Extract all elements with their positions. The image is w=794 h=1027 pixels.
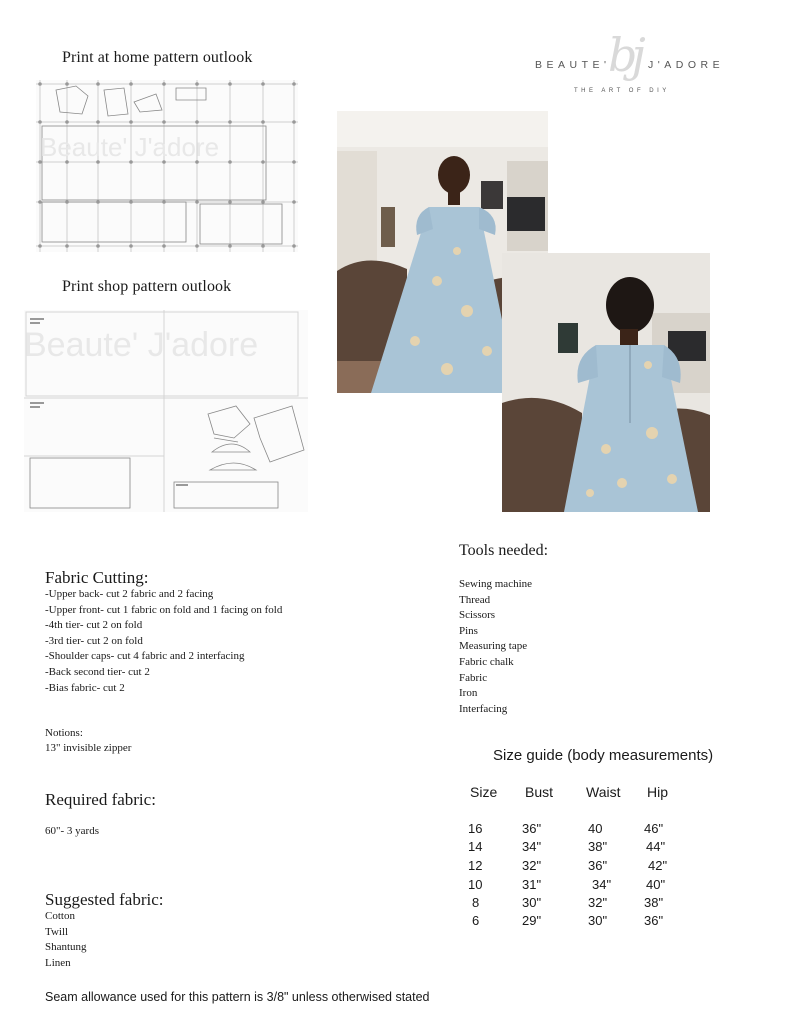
table-cell: 38" <box>644 895 664 910</box>
logo-monogram: bj <box>608 28 640 82</box>
fabric-cutting-list <box>45 587 282 696</box>
table-cell: 34" <box>522 839 542 854</box>
tools-title: Tools needed: <box>459 542 549 559</box>
required-fabric-title: Required fabric: <box>45 790 156 809</box>
table-cell: 46" <box>644 821 664 836</box>
size-guide-title: Size guide (body measurements) <box>493 747 714 764</box>
home-pattern-sheet <box>36 80 298 252</box>
list-item: Fabric <box>459 671 488 684</box>
table-cell: 44" <box>646 839 666 854</box>
table-cell: 8 <box>472 895 480 910</box>
list-item: -Shoulder caps- cut 4 fabric and 2 interfacing <box>45 650 245 663</box>
list-item: -Back second tier- cut 2 <box>45 665 150 678</box>
list-item: -Upper front- cut 1 fabric on fold and 1 facing on fold <box>45 603 283 616</box>
size-header: Size <box>470 784 498 800</box>
table-cell: 36" <box>644 913 664 928</box>
table-cell: 14 <box>468 839 483 854</box>
list-item: Cotton <box>45 910 75 922</box>
list-item: -Upper back- cut 2 fabric and 2 facing <box>45 588 214 600</box>
photo-back-view <box>502 253 710 512</box>
table-cell: 36" <box>522 821 542 836</box>
fabric-cutting-title: Fabric Cutting: <box>45 568 149 587</box>
home-pattern-watermark: Beaute' J'adore <box>40 132 220 162</box>
list-item: Scissors <box>459 609 496 622</box>
logo-word-right: J'ADORE <box>648 59 725 71</box>
table-cell: 29" <box>522 913 542 928</box>
logo-word-left: BEAUTE' <box>535 59 611 71</box>
seam-allowance-note: Seam allowance used for this pattern is 3/8" unless otherwised stated <box>45 990 430 1004</box>
list-item: Twill <box>45 925 69 938</box>
list-item: -Bias fabric- cut 2 <box>45 681 125 694</box>
list-item: Linen <box>45 956 71 969</box>
table-cell: 6 <box>472 913 480 928</box>
waist-header: Waist <box>586 784 621 800</box>
list-item: -3rd tier- cut 2 on fold <box>45 634 143 647</box>
table-cell: 32" <box>588 895 608 910</box>
table-cell: 42" <box>648 858 668 873</box>
shop-pattern-title: Print shop pattern outlook <box>62 278 232 295</box>
home-pattern-title: Print at home pattern outlook <box>62 49 253 66</box>
table-cell: 30" <box>588 913 608 928</box>
list-item: Measuring tape <box>459 640 528 653</box>
table-cell: 32" <box>522 858 542 873</box>
table-cell: 34" <box>592 877 612 892</box>
list-item: Interfacing <box>459 702 508 715</box>
required-fabric-value: 60"- 3 yards <box>45 825 99 837</box>
notions-title: Notions: <box>45 727 83 739</box>
home-pattern-grid <box>36 80 298 252</box>
table-cell: 36" <box>588 858 608 873</box>
table-cell: 40 <box>588 821 603 836</box>
table-cell: 16 <box>468 821 483 836</box>
tools-list <box>459 577 532 717</box>
list-item: Pins <box>459 624 478 637</box>
list-item: Sewing machine <box>459 578 533 590</box>
table-cell: 38" <box>588 839 608 854</box>
shop-pattern-sheet <box>24 310 308 512</box>
notions-value: 13" invisible zipper <box>45 742 132 754</box>
shop-pattern-watermark: Beaute' J'adore <box>24 326 259 364</box>
brand-logo <box>530 28 730 112</box>
suggested-fabric-list <box>45 909 87 971</box>
list-item: Fabric chalk <box>459 655 514 668</box>
photo-back-illustration <box>502 253 710 512</box>
suggested-fabric-title: Suggested fabric: <box>45 890 164 909</box>
bust-header: Bust <box>525 784 554 800</box>
list-item: -4th tier- cut 2 on fold <box>45 619 143 632</box>
table-cell: 40" <box>646 877 666 892</box>
table-cell: 12 <box>468 858 483 873</box>
size-guide-table <box>462 782 722 932</box>
logo-tagline: THE ART OF DIY <box>574 88 670 94</box>
list-item: Thread <box>459 593 491 606</box>
table-cell: 10 <box>468 877 483 892</box>
hip-header: Hip <box>647 784 669 800</box>
list-item: Iron <box>459 687 478 700</box>
table-cell: 31" <box>522 877 542 892</box>
list-item: Shantung <box>45 941 87 954</box>
table-cell: 30" <box>522 895 542 910</box>
